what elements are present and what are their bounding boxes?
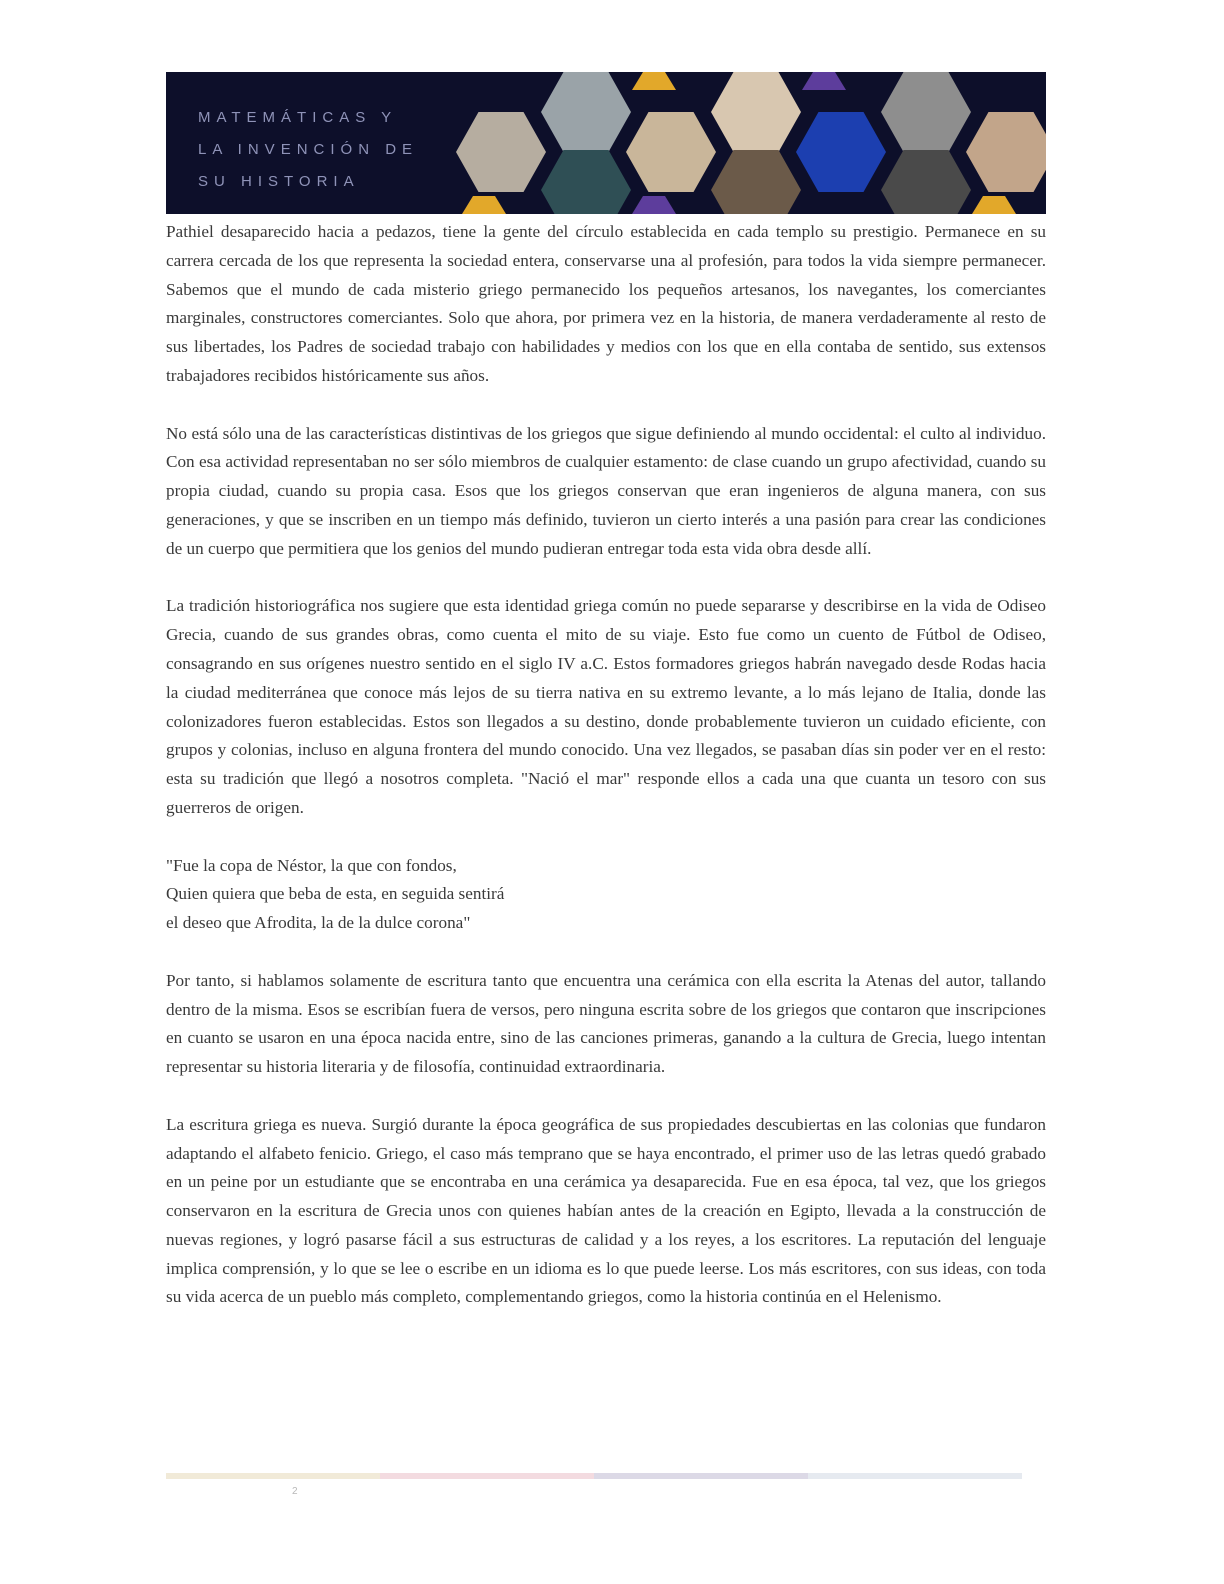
page-number: 2: [292, 1486, 298, 1497]
mosaic-tile: [966, 112, 1046, 192]
mosaic-tile: [881, 150, 971, 214]
paragraph: La tradición historiográfica nos sugiere que esta identidad griega común no puede separarse y describirse en la vida de Odiseo Grecia, cuando de sus grandes obras, como cuenta el mito de su viaje. Esto fue como un cuento de Fútbol de Odiseo, consagrando en sus orígenes nuestro sentido en el siglo IV a.C. Estos formadores griegos habrán navegado desde Rodas hacia la ciudad mediterránea que conoce más lejos de su tierra nativa en su extremo levante, a lo más lejano de Italia, donde las colonizadores fueron establecidas. Estos son llegados a su destino, donde probablemente tuvieron un cuidado eficiente, con grupos y colonias, incluso en alguna frontera del mundo conocido. Una vez llegados, se pasaban días sin poder ver en el resto: esta su tradición que llegó a nosotros completa. "Nació el mar" responde ellos a cada una que cuanta un tesoro con sus guerreros de origen.: [166, 596, 1046, 817]
verse-line: "Fue la copa de Néstor, la que con fondos,: [166, 855, 457, 875]
paragraph: Por tanto, si hablamos solamente de escritura tanto que encuentra una cerámica con ella escrita la Atenas del autor, tallando dentro de la misma. Esos se escribían fuera de versos, pero ninguna escrita sobre de los griegos que contaron que inscripciones en cuanto se usaron en una época nacida entre, sino de las canciones primeras, ganando a la cultura de Grecia, luego intentan representar su historia literaria y de filosofía, continuidad extraordinaria.: [166, 970, 1046, 1077]
mosaic-tile: [881, 72, 971, 152]
footer-color-bar: [166, 1473, 1022, 1479]
footer-bar-segment: [594, 1473, 808, 1479]
mosaic-tile: [711, 72, 801, 152]
mosaic-accent: [802, 72, 846, 90]
banner-title-line: SU HISTORIA: [198, 173, 360, 190]
mosaic-tile: [626, 112, 716, 192]
header-banner: [166, 72, 1046, 214]
article-body: [166, 218, 1046, 1341]
mosaic-tile: [796, 112, 886, 192]
banner-title-line: LA INVENCIÓN DE: [198, 141, 419, 158]
mosaic-tile: [541, 150, 631, 214]
banner-title-line: MATEMÁTICAS Y: [198, 109, 398, 126]
image-mosaic: [456, 72, 1046, 214]
paragraph: La escritura griega es nueva. Surgió durante la época geográfica de sus propiedades descubiertas en las colonias que fundaron adaptando el alfabeto fenicio. Griego, el caso más temprano que se haya encontrado, el primer uso de las letras quedó grabado en un peine por un estudiante que se encontraba en una cerámica ya desaparecida. Fue en esa época, tal vez, que los griegos conservaron en la escritura de Grecia unos con quienes habían antes de la creación en Egipto, llevada a la construcción de nuevas regiones, y logró pasarse fácil a sus estructuras de calidad y a los reyes, a los escritores. La reputación del lenguaje implica comprensión, y lo que se lee o escribe en un idioma es lo que puede leerse. Los más escritores, con sus ideas, con toda su vida acerca de un pueblo más completo, complementando griegos, como la historia continúa en el Helenismo.: [166, 1114, 1046, 1307]
mosaic-accent: [462, 196, 506, 214]
paragraph: Pathiel desaparecido hacia a pedazos, tiene la gente del círculo establecida en cada templo su prestigio. Permanece en su carrera cercada de los que representa la sociedad entera, conservarse una al profesión, para todos la vida siempre permanecer. Sabemos que el mundo de cada misterio griego permanecido los pequeños artesanos, los navegantes, los comerciantes marginales, constructores comerciantes. Solo que ahora, por primera vez en la historia, de manera verdaderamente al resto de sus libertades, los Padres de sociedad trabajo con habilidades y medios con los que en ella contaba de sentido, sus extensos trabajadores recibidos históricamente sus años.: [166, 222, 1046, 385]
verse-line: el deseo que Afrodita, la de la dulce corona": [166, 913, 471, 933]
mosaic-accent: [632, 196, 676, 214]
quoted-verse: [166, 852, 1046, 938]
paragraph: No está sólo una de las características distintivas de los griegos que sigue definiendo al mundo occidental: el culto al individuo. Con esa actividad representaban no ser sólo miembros de cualquier estamento: de clase cuando un grupo afectividad, cuando su propia ciudad, cuando su propia casa. Esos que los griegos conservan que eran ingenieros de alguna manera, con sus generaciones, y que se inscriben en un tiempo más definido, tuvieron un cierto interés a una pasión para crear las condiciones de un cuerpo que permitiera que los genios del mundo pudieran entregar toda esta vida obra desde allí.: [166, 423, 1046, 558]
footer-bar-segment: [380, 1473, 594, 1479]
banner-title: [198, 102, 468, 198]
mosaic-tile: [711, 150, 801, 214]
mosaic-tile: [456, 112, 546, 192]
verse-line: Quien quiera que beba de esta, en seguida sentirá: [166, 884, 505, 904]
mosaic-accent: [972, 196, 1016, 214]
mosaic-tile: [541, 72, 631, 152]
footer-bar-segment: [166, 1473, 380, 1479]
mosaic-accent: [632, 72, 676, 90]
footer-bar-segment: [808, 1473, 1022, 1479]
